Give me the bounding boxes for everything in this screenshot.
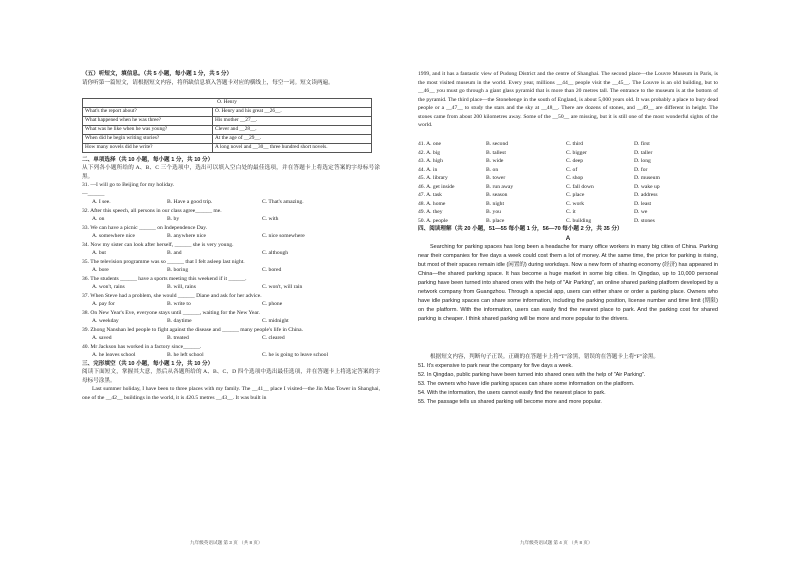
question-options bbox=[82, 266, 380, 275]
option-c: C. bigger bbox=[566, 149, 587, 156]
passage-a: Searching for parking spaces has long been a headache for many office workers in many big cities of China. Parking near their companies for five days a week could cost them a lot of money. At the same time, the price for parking is rising, but most of their spaces remain idle (闲置的) during workdays. Now a new form of sharing economy (经济) has appeared in China—the shared parking space. It has become a huge market in some big cities. In Qingdao, up to 10,000 personal parking have been turned into shared ones with the help of "Air Parking", an online shared parking platform developed by a network company from Guangzhou. Through a special app, users can either share or order a parking place. Owners who have idle parking spaces can share some information, including the parking position, license number and time limit (期限) on the platform. With the information, users can easily find the nearest place to park. And the parking cost for shared parking is cheaper. I think shared parking will be more and more popular to the drivers. bbox=[418, 243, 718, 323]
option-c: C. building bbox=[566, 217, 592, 224]
table-question: How many novels did he write? bbox=[83, 143, 213, 152]
question-stem: 40. Mr Jackson has worked in a factory since______. bbox=[82, 343, 202, 350]
option-b: B. daytime bbox=[167, 318, 192, 324]
option-c: C. phone bbox=[262, 301, 283, 307]
right-page-footer: 九年级英语试题 第 4 页 （共 8 页） bbox=[520, 540, 593, 545]
section-3-title: 三、完形填空（共 10 小题，每小题 1 分，共 10 分） bbox=[82, 360, 214, 367]
option-b: B. treated bbox=[167, 335, 189, 341]
question-extra: —______ bbox=[82, 190, 105, 197]
table-question: What's the report about? bbox=[83, 107, 213, 116]
option-c: C. he is going to leave school bbox=[262, 352, 329, 358]
option-c: C. That's amazing. bbox=[262, 199, 304, 205]
option-d: D. long bbox=[634, 158, 651, 164]
option-d: D. museum bbox=[634, 175, 660, 181]
table-answer: O. Henry and his great __26__. bbox=[213, 107, 372, 116]
question-options bbox=[82, 283, 380, 292]
table-row bbox=[83, 116, 372, 125]
option-row bbox=[418, 149, 718, 158]
option-c: C. of bbox=[566, 166, 578, 173]
option-a: A. somewhere nice bbox=[92, 233, 136, 239]
option-c: C. work bbox=[566, 200, 585, 207]
question-stem: 37. When Steve had a problem, she would ______ Diane and ask for her advice. bbox=[82, 292, 262, 299]
option-b: B. run away bbox=[486, 183, 514, 190]
option-a: A. won't, rains bbox=[92, 284, 125, 290]
option-c: C. nice somewhere bbox=[262, 233, 305, 239]
question-stem: 31. —I will go to Beijing for my holiday. bbox=[82, 182, 175, 188]
question-options bbox=[82, 300, 380, 309]
option-c: C. cleared bbox=[262, 335, 285, 341]
option-row bbox=[418, 174, 718, 183]
option-b: B. tallest bbox=[486, 149, 506, 156]
question-options bbox=[82, 249, 380, 258]
question-stem: 35. The television programme was so ______ that I felt asleep last night. bbox=[82, 258, 245, 265]
table-answer: Clever and __28__. bbox=[213, 125, 372, 134]
question-options bbox=[82, 215, 380, 224]
option-a: 49. A. they bbox=[418, 209, 443, 215]
option-a: A. pay for bbox=[92, 301, 115, 307]
option-d: D. wake up bbox=[634, 183, 660, 190]
statement: 52. In Qingdao, public parking have been turned into shared ones with the help of "Air Parking". bbox=[418, 371, 646, 378]
question-list bbox=[82, 181, 380, 360]
option-a: 46. A. get inside bbox=[418, 183, 455, 190]
question-options bbox=[82, 232, 380, 241]
info-table bbox=[82, 98, 372, 153]
table-row bbox=[83, 143, 372, 152]
option-a: 41. A. one bbox=[418, 141, 441, 147]
option-a: A. but bbox=[92, 250, 106, 256]
left-page-footer: 九年级英语试题 第 3 页 （共 8 页） bbox=[190, 540, 263, 545]
option-b: B. write to bbox=[167, 301, 191, 307]
section-5-title: （五）听短文，填信息。（共 5 小题，每小题 1 分，共 5 分） bbox=[82, 71, 233, 77]
option-b: B. wide bbox=[486, 158, 504, 164]
option-d: D. first bbox=[634, 141, 650, 147]
option-b: B. season bbox=[486, 192, 508, 198]
option-a: 47. A. task bbox=[418, 192, 442, 198]
option-b: B. second bbox=[486, 141, 509, 147]
cloze-passage-start: Last summer holiday, I have been to three places with my family. The __41__ place I visited—the Jin Mao Tower in Shanghai, one of the __42__ buildings in the world, it is 420.5 metres __43__. It was built in bbox=[82, 386, 380, 401]
question-stem: 34. Now my sister can look after herself, ______ she is very young. bbox=[82, 241, 234, 248]
true-false-instruction: 根据短文内容，判断句子正误。正确的在答题卡上将“T”涂黑，错误的在答题卡上将“F”涂黑。 bbox=[430, 353, 660, 360]
table-answer: At the age of __29__. bbox=[213, 134, 372, 143]
question-stem: 38. On New Year's Eve, everyone stays until ______, waiting for the New Year. bbox=[82, 309, 260, 316]
option-a: A. I see. bbox=[92, 199, 111, 205]
option-c: C. midnight bbox=[262, 318, 289, 324]
left-page bbox=[82, 70, 380, 402]
table-row bbox=[83, 125, 372, 134]
question-stem: 36. The students ______ have a sports meeting this weekend if it ______. bbox=[82, 275, 247, 282]
option-b: B. he left school bbox=[167, 352, 204, 358]
option-row bbox=[418, 217, 718, 226]
option-row bbox=[418, 208, 718, 217]
statement: 55. The passage tells us shared parking will become more and more popular. bbox=[418, 398, 602, 405]
option-a: 45. A. library bbox=[418, 175, 448, 181]
question-options bbox=[82, 317, 380, 326]
right-page bbox=[418, 70, 718, 407]
section-3-instruction: 阅读下面短文，掌握其大意，然后从各题所给的 A、B、C、D 四个选项中选出最佳选项，并在答题卡上将选定答案的字母标号涂黑。 bbox=[82, 369, 380, 384]
statement: 54. With the information, the users cannot easily find the nearest place to park. bbox=[418, 389, 606, 396]
table-header-row bbox=[83, 98, 372, 107]
option-a: A. weekday bbox=[92, 318, 119, 324]
passage-label: A bbox=[565, 234, 571, 242]
option-a: A. saved bbox=[92, 335, 112, 341]
section-4-title: 四、阅读理解（共 20 小题，51—55 每小题 1 分，56—70 每小题 2 分，共 35 分） bbox=[418, 226, 623, 232]
option-c: C. bored bbox=[262, 267, 282, 273]
option-row bbox=[418, 200, 718, 209]
option-c: C. with bbox=[262, 216, 279, 222]
statement: 53. The owners who have idle parking spaces can share some information on the platform. bbox=[418, 380, 635, 387]
option-c: C. place bbox=[566, 192, 585, 198]
option-row bbox=[418, 191, 718, 200]
option-a: A. bore bbox=[92, 267, 109, 273]
option-d: D. least bbox=[634, 200, 652, 207]
option-row bbox=[418, 157, 718, 166]
option-row bbox=[418, 166, 718, 175]
question-options bbox=[82, 198, 380, 207]
question-options bbox=[82, 334, 380, 343]
table-answer: His mother __27__. bbox=[213, 116, 372, 125]
option-a: 43. A. high bbox=[418, 158, 443, 164]
option-a: 50. A. people bbox=[418, 217, 448, 224]
option-d: D. for bbox=[634, 166, 648, 173]
table-answer: A long novel and __30__ three hundred short novels. bbox=[213, 143, 372, 152]
table-question: When did he begin writing stories? bbox=[83, 134, 213, 143]
option-a: 48. A. home bbox=[418, 200, 446, 207]
option-c: C. shop bbox=[566, 175, 584, 181]
question-stem: 33. We can have a picnic ______ on Independence Day. bbox=[82, 224, 208, 231]
option-d: D. stones bbox=[634, 217, 655, 224]
section-2-instruction: 从下列各小题所给的 A、B、C 三个选项中，选出可以填入空白处的最佳选项，并在答题卡上将选定答案的字母标号涂黑。 bbox=[82, 165, 380, 180]
option-row bbox=[418, 183, 718, 192]
section-5-instruction: 请你听第一篇短文，请根据短文内容，将所缺信息填入答题卡对应的横线上，每空一词。短文读两遍。 bbox=[82, 79, 334, 86]
option-a: A. he leaves school bbox=[92, 352, 136, 358]
option-b: B. place bbox=[486, 217, 505, 224]
option-b: B. by bbox=[167, 216, 180, 222]
option-c: C. it bbox=[566, 209, 576, 215]
option-c: C. deep bbox=[566, 158, 584, 164]
option-c: C. although bbox=[262, 250, 289, 256]
option-a: 42. A. big bbox=[418, 149, 441, 156]
section-2-title: 二、单项选择（共 10 小题，每小题 1 分，共 10 分） bbox=[82, 156, 214, 163]
option-d: D. taller bbox=[634, 149, 653, 156]
option-b: B. anywhere nice bbox=[167, 233, 206, 239]
table-question: What happened when he was three? bbox=[83, 116, 213, 125]
option-b: B. will, rains bbox=[167, 284, 196, 290]
cloze-options bbox=[418, 140, 718, 225]
table-row bbox=[83, 107, 372, 116]
cloze-passage-continued: 1999, and it has a fantastic view of Pudong District and the centre of Shanghai. The second place—the Louvre Museum in Paris, is the most visited museum in the world. Every year, millions __44__ people visit the __45__. The Louvre is an old building, but to __46__ you must go through a giant glass pyramid that is more than 20 metres tall. The entrance to the museum is at the bottom of the pyramid. The third place—the Stonehenge in the south of England, is about 5,000 years old. It was probably a place to bury dead people or a __47__ to study the stars and the sky at __48__. There are dozens of stones, and __49__ are different in height. The stones came from about 200 kilometres away. Some of the __50__ are missing, but it is still one of the most wonderful sights of the world. bbox=[418, 71, 718, 128]
option-a: 44. A. in bbox=[418, 166, 438, 173]
option-c: C. third bbox=[566, 141, 584, 147]
question-stem: 32. After this speech, all persons in our class agree______ me. bbox=[82, 207, 222, 214]
option-b: B. night bbox=[486, 200, 505, 207]
option-c: C. won't, will rain bbox=[262, 284, 303, 290]
table-question: What was he like when he was young? bbox=[83, 125, 213, 134]
option-d: D. we bbox=[634, 209, 648, 215]
option-a: A. on bbox=[92, 216, 105, 222]
table-header: O. Henry bbox=[83, 98, 372, 107]
statement: 51. It's expensive to park near the company for five days a week. bbox=[418, 362, 573, 369]
option-b: B. on bbox=[486, 166, 499, 173]
question-options bbox=[82, 351, 380, 360]
option-d: D. address bbox=[634, 192, 658, 198]
option-b: B. you bbox=[486, 209, 501, 215]
option-c: C. fall down bbox=[566, 183, 594, 190]
option-b: B. and bbox=[167, 250, 182, 256]
option-b: B. tower bbox=[486, 175, 506, 181]
option-row bbox=[418, 140, 718, 149]
option-b: B. boring bbox=[167, 267, 189, 273]
table-row bbox=[83, 134, 372, 143]
option-b: B. Have a good trip. bbox=[167, 199, 213, 205]
question-stem: 39. Zhong Nanshan led people to fight against the disease and ______ many people's life in China. bbox=[82, 326, 303, 333]
